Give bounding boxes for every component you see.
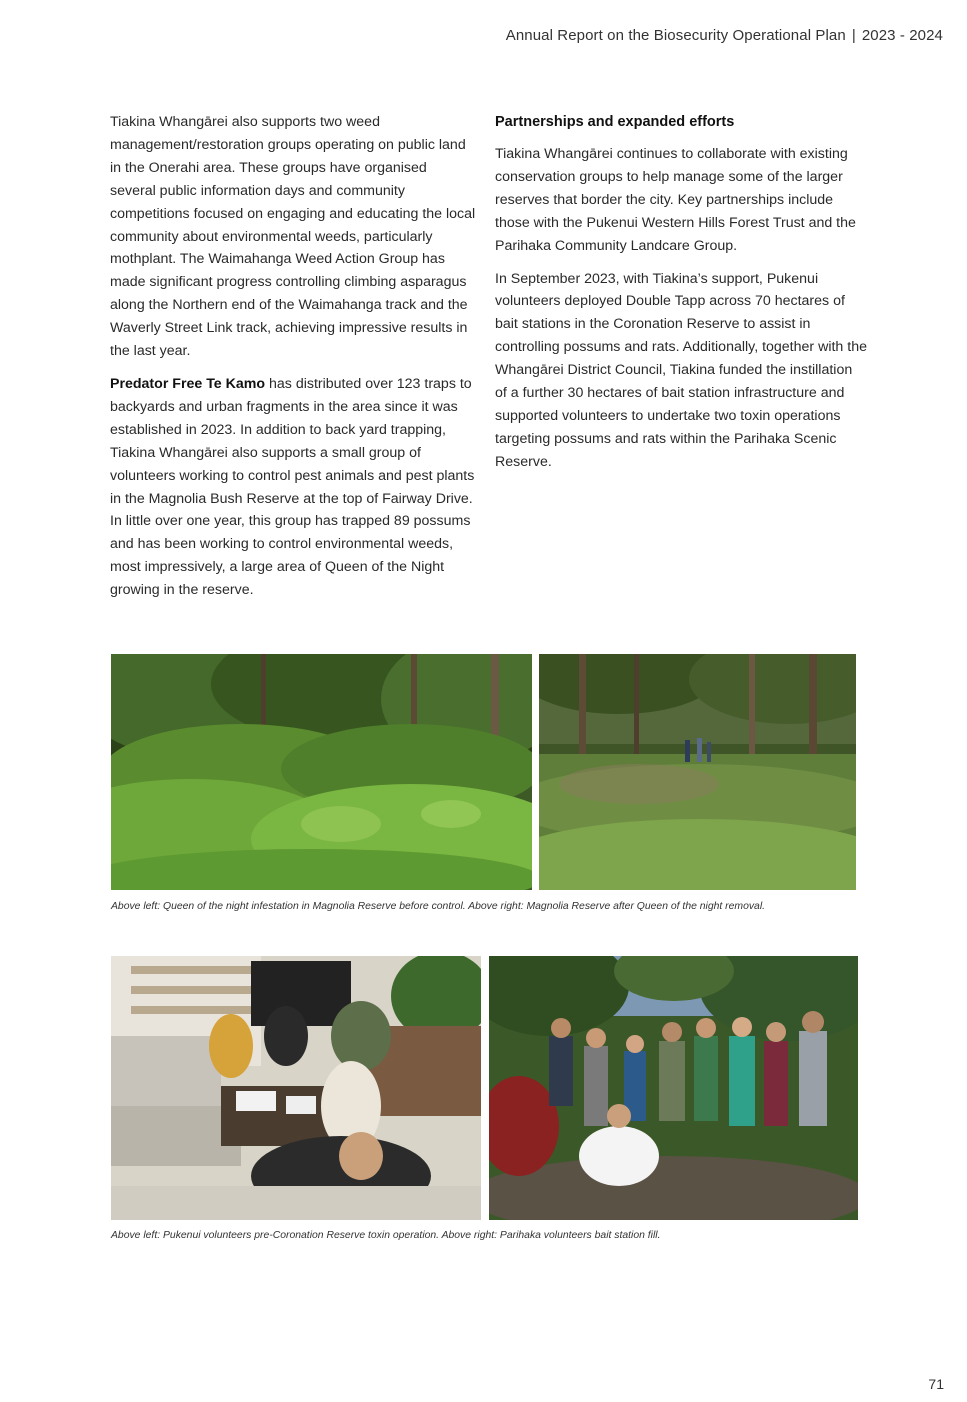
- caption-bottom: Above left: Pukenui volunteers pre-Coronation Reserve toxin operation. Above right: Parihaka volunteers bait station fill.: [111, 1230, 661, 1241]
- report-title: Annual Report on the Biosecurity Operational Plan: [505, 27, 846, 44]
- right-paragraph-1: Tiakina Whangārei continues to collaborate with existing conservation groups to help manage some of the larger reserves that border the city. Key partnerships include those with the Pukenui Western Hills Forest Trust and the Parihaka Community Landcare Group.: [495, 146, 856, 254]
- photo-magnolia-before: [111, 654, 532, 890]
- photo-pukenui-volunteers: [111, 956, 481, 1220]
- page-number: 71: [928, 1376, 944, 1392]
- right-paragraph-2: In September 2023, with Tiakina’s support, Pukenui volunteers deployed Double Tapp across 70 hectares of bait stations in the Coronation Reserve to assist in controlling possums and rats. Additionally, together with the Whangārei District Council, Tiakina funded the instillation of a further 30 hectares of bait station infrastructure and supported volunteers to undertake two toxin operations targeting possums and rats within the Parihaka Scenic Reserve.: [495, 270, 867, 470]
- left-column: [110, 111, 476, 612]
- left-paragraph-2: [110, 373, 476, 602]
- photo-magnolia-after: [539, 654, 856, 890]
- predator-free-te-kamo-label: Predator Free Te Kamo: [110, 375, 266, 392]
- photo-parihaka-volunteers: [489, 956, 858, 1220]
- header-separator: |: [851, 27, 856, 44]
- page-header: [506, 27, 943, 44]
- right-column: [495, 111, 867, 484]
- left-paragraph-1: Tiakina Whangārei also supports two weed management/restoration groups operating on public land in the Onerahi area. These groups have organised several public information days and community competitions focused on engaging and educating the local community about environmental weeds, particularly mothplant. The Waimahanga Weed Action Group has made significant progress controlling climbing asparagus along the Northern end of the Waimahanga track and the Waverly Street Link track, achieving impressive results in the last year.: [110, 114, 476, 360]
- left-paragraph-2-text: has distributed over 123 traps to backyards and urban fragments in the area since it was established in 2023. In addition to back yard trapping, Tiakina Whangārei also supports a small group of volunteers working to control pest animals and pest plants in the Magnolia Bush Reserve at the top of Fairway Drive. In little over one year, this group has trapped 89 possums and has been working to control environmental weeds, most impressively, a large area of Queen of the Night growing in the reserve.: [110, 375, 475, 599]
- caption-top: Above left: Queen of the night infestation in Magnolia Reserve before control. Above right: Magnolia Reserve after Queen of the night removal.: [111, 901, 766, 912]
- section-heading: Partnerships and expanded efforts: [495, 114, 735, 130]
- report-years: 2023 - 2024: [861, 27, 943, 44]
